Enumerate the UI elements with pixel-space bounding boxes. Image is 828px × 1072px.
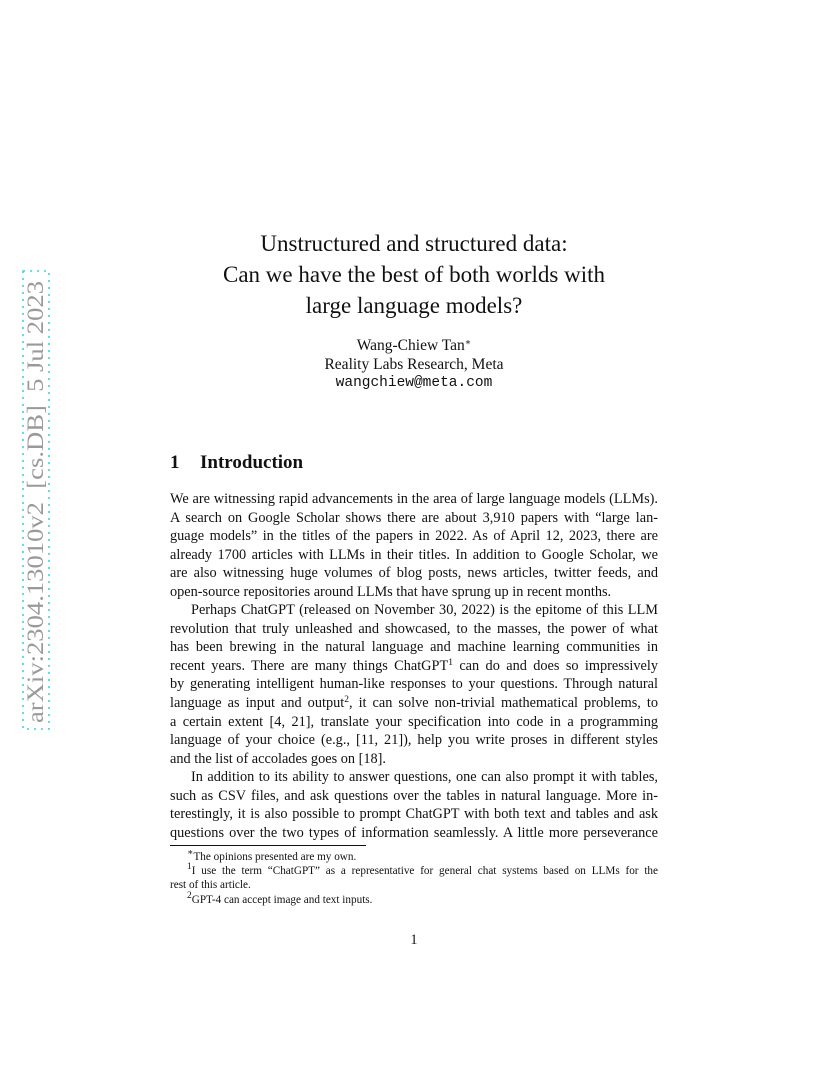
footnote-divider: [170, 845, 366, 846]
author-block: [140, 336, 688, 393]
paragraph-1-line-1: We are witnessing rapid advancements in the area of large language models (LLMs).: [170, 491, 658, 507]
paragraph-2-line-9: and the list of accolades goes on [18].: [170, 750, 386, 767]
paragraph-2-line-4-text: recent years. There are many things ChatGPT: [170, 657, 449, 674]
author-name: Wang-Chiew Tan: [356, 337, 465, 354]
paragraph-1-line-6: open-source repositories around LLMs that have sprung up in recent months.: [170, 583, 612, 600]
title-line-3: large language models?: [305, 293, 523, 318]
footnote-mark-1: 1: [187, 862, 192, 873]
paragraph-2-line-2: revolution that truly unleashed and showcased, to the masses, the power of what: [170, 620, 658, 637]
paragraph-2-line-3: has been brewing in the natural language and machine learning communities in: [170, 639, 658, 656]
body-text: [170, 490, 658, 842]
footnote-mark-author: ∗: [187, 848, 194, 858]
footnote-1-line-2: rest of this article.: [170, 879, 251, 892]
author-affiliation: Reality Labs Research, Meta: [324, 356, 504, 373]
arxiv-identifier-stamp[interactable]: [22, 270, 50, 730]
stamp-text: arXiv:2304.13010v2 [cs.DB] 5 Jul 2023: [23, 340, 48, 723]
paragraph-3-line-1: In addition to its ability to answer questions, one can also prompt it with tables,: [191, 769, 658, 786]
footnote-author: [170, 850, 658, 864]
footnote-2: [170, 890, 658, 907]
paragraph-1-line-4: already 1700 articles with LLMs in their titles. In addition to Google Scholar, we: [170, 546, 658, 563]
paragraph-3-line-4: questions over the two types of information seamlessly. A little more perseverance: [170, 824, 658, 841]
paragraph-2-line-8: language of your choice (e.g., [11, 21]), help you write proses in different styles: [170, 732, 658, 749]
paragraph-1-line-2: A search on Google Scholar shows there are about 3,910 papers with “large lan-: [170, 509, 658, 526]
paragraph-1-line-3: guage models” in the titles of the papers in 2022. As of April 12, 2023, there are: [170, 528, 658, 545]
paragraph-2-line-6: [170, 694, 658, 713]
author-name-line: [140, 336, 688, 355]
footnote-ref-1[interactable]: 1: [448, 657, 453, 668]
footnote-1: [170, 864, 658, 892]
paragraph-2-line-5: by generating intelligent human-like responses to your questions. Through natural: [170, 676, 658, 693]
title-line-2: Can we have the best of both worlds with: [223, 262, 605, 287]
paragraph-2-line-6-text: language as input and output: [170, 695, 345, 712]
author-footnote-mark: ∗: [464, 338, 472, 348]
author-email[interactable]: wangchiew@meta.com: [335, 375, 493, 391]
paragraph-1-line-5: are also witnessing huge volumes of blog posts, news articles, twitter feeds, and: [170, 565, 658, 582]
paragraph-2-line-6-rest: , it can solve non-trivial mathematical problems, to: [348, 695, 658, 712]
paper-title: [140, 228, 688, 321]
section-number: 1: [170, 452, 180, 473]
paragraph-2-line-4: [170, 657, 658, 676]
paragraph-2-line-4-rest: can do and does so impressively: [452, 657, 658, 674]
footnote-mark-2: 2: [187, 890, 192, 901]
footnote-2-text: GPT-4 can accept image and text inputs.: [191, 893, 373, 906]
section-heading: [170, 452, 303, 474]
footnote-1-text-1: I use the term “ChatGPT” as a representative for general chat systems based on LLMs for the: [191, 865, 658, 878]
footnote-author-text: The opinions presented are my own.: [193, 851, 357, 863]
footnote-1-line-1: [170, 864, 658, 878]
section-title: Introduction: [200, 452, 304, 473]
page-number: 1: [410, 932, 418, 948]
paragraph-3-line-2: such as CSV files, and ask questions over the tables in natural language. More in-: [170, 787, 658, 804]
paragraph-3-line-3: terestingly, it is also possible to prompt ChatGPT with both text and tables and ask: [170, 806, 658, 823]
paragraph-2-line-1: Perhaps ChatGPT (released on November 30, 2022) is the epitome of this LLM: [191, 602, 658, 619]
footnotes: [170, 850, 658, 907]
footnote-ref-2[interactable]: 2: [344, 695, 349, 706]
title-line-1: Unstructured and structured data:: [260, 231, 568, 256]
paragraph-2-line-7: a certain extent [4, 21], translate your specification into code in a programming: [170, 713, 658, 730]
